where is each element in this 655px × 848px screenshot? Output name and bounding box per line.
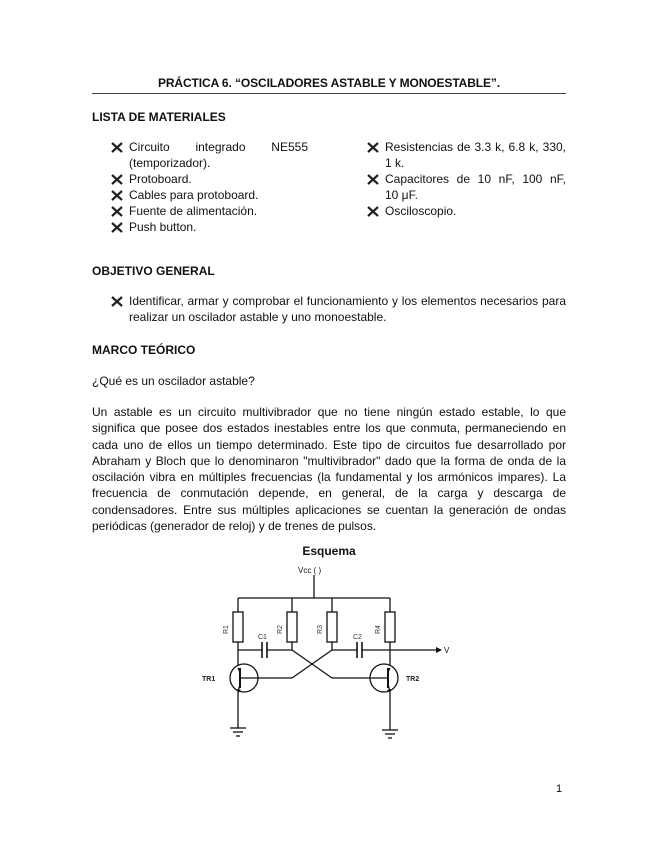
list-item-text: Cables para protoboard. — [129, 188, 259, 202]
bullet-x-icon — [111, 190, 123, 201]
list-item — [367, 171, 566, 203]
c1-label: C1 — [258, 634, 267, 641]
list-item — [111, 219, 308, 235]
resistor-r4 — [385, 612, 395, 642]
bullet-x-icon — [111, 296, 123, 307]
list-item — [111, 293, 566, 325]
objective-heading: OBJETIVO GENERAL — [92, 264, 215, 278]
ground-icon — [230, 728, 246, 736]
bullet-x-icon — [111, 206, 123, 217]
ground-icon — [382, 730, 398, 738]
c2-label: C2 — [353, 634, 362, 641]
tr2-label: TR2 — [406, 676, 420, 683]
list-item-text: Protoboard. — [129, 172, 192, 186]
theory-question: ¿Qué es un oscilador astable? — [92, 374, 255, 388]
page-title: PRÁCTICA 6. “OSCILADORES ASTABLE Y MONOESTABLE”. — [157, 76, 501, 90]
bullet-x-icon — [111, 174, 123, 185]
theory-heading: MARCO TEÓRICO — [92, 343, 196, 357]
astable-circuit-diagram — [200, 560, 460, 750]
resistor-r1 — [233, 612, 243, 642]
tr1-label: TR1 — [202, 676, 216, 683]
resistor-r3 — [327, 612, 337, 642]
list-item-text: Identificar, armar y comprobar el funcionamiento y los elementos necesarios para — [129, 294, 566, 308]
figure-title: Esquema — [302, 544, 356, 558]
r2-label: R2 — [277, 625, 284, 634]
bullet-x-icon — [111, 142, 123, 153]
list-item — [111, 203, 308, 219]
list-item-text: Capacitores de 10 nF, 100 nF, — [385, 172, 566, 186]
bullet-x-icon — [367, 174, 379, 185]
list-item — [367, 139, 566, 171]
list-item-text: 10 μF. — [385, 188, 418, 202]
theory-paragraph: Un astable es un circuito multivibrador que no tiene ningún estado estable, lo que significa que posee dos estados inestables entre los que conmuta, permaneciendo en cada uno de ellos un tiempo determinado. Este tipo de circuitos fue desarrollado por Abraham y Bloch que lo denominaron "multivibrador" dado que la forma de onda de la oscilación vibra en múltiples frecuencias (la fundamental y los armónicos impares). La frecuencia de conmutación depende, en general, de la carga y descarga de condensadores. Entre sus múltiples aplicaciones se cuentan la generación de ondas periódicas (generador de reloj) y de trenes de pulsos. — [92, 405, 566, 534]
bullet-x-icon — [367, 206, 379, 217]
list-item-text: Resistencias de 3.3 k, 6.8 k, 330, — [385, 140, 566, 154]
list-item-text: (temporizador). — [129, 156, 211, 170]
list-item-text: 1 k. — [385, 156, 405, 170]
output-arrow-icon — [436, 647, 442, 653]
list-item-text: Fuente de alimentación. — [129, 204, 258, 218]
materials-list-left — [111, 139, 308, 235]
title-rule — [92, 93, 566, 94]
list-item — [111, 171, 308, 187]
list-item-text: Push button. — [129, 220, 197, 234]
vcc-label: Vcc ( ) — [298, 566, 322, 575]
list-item-text: Circuito integrado NE555 — [129, 140, 308, 154]
list-item-text: Osciloscopio. — [385, 204, 457, 218]
r4-label: R4 — [375, 625, 382, 634]
list-item — [111, 187, 308, 203]
materials-list-right — [367, 139, 566, 219]
list-item-text: realizar un oscilador astable y uno monoestable. — [129, 310, 387, 324]
output-label: V — [444, 646, 450, 655]
list-item — [111, 139, 308, 171]
r3-label: R3 — [317, 625, 324, 634]
bullet-x-icon — [111, 222, 123, 233]
r1-label: R1 — [223, 625, 230, 634]
list-item — [367, 203, 566, 219]
objective-list — [111, 293, 566, 325]
page-number: 1 — [556, 783, 563, 795]
resistor-r2 — [287, 612, 297, 642]
bullet-x-icon — [367, 142, 379, 153]
materials-heading: LISTA DE MATERIALES — [92, 110, 226, 124]
